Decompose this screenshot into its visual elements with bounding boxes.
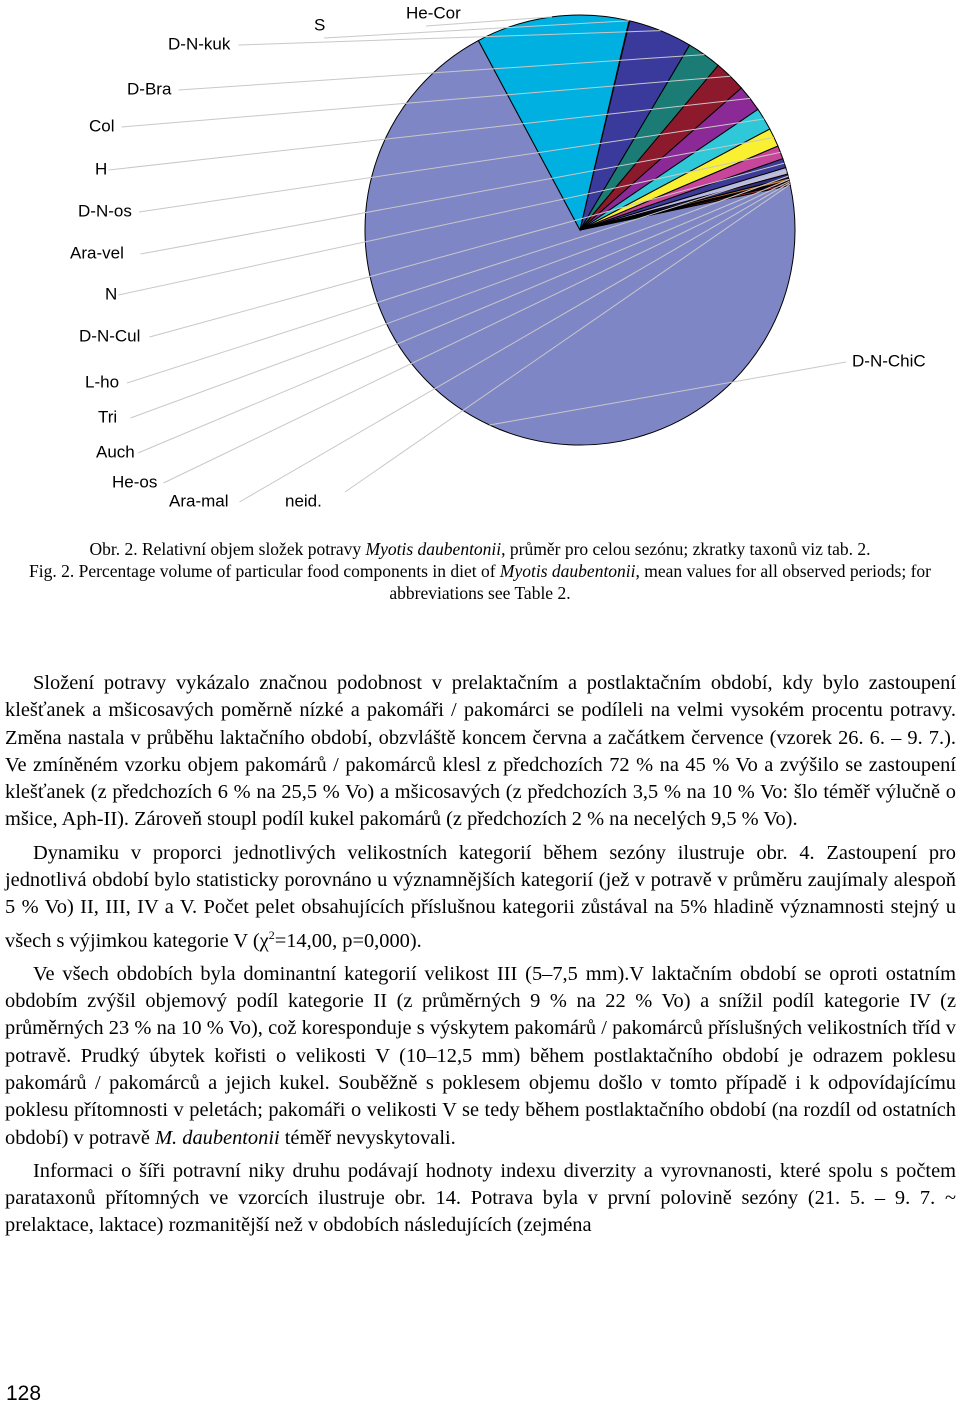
- paragraph-2: Dynamiku v proporci jednotlivých velikostních kategorií během sezóny ilustruje obr. 4. Zastoupení pro jednotlivá období bylo statisticky porovnáno u významnějších kategorií (jež v potravě v průměru zaujímaly alespoň 5 % Vo) II, III, IV a V. Počet pelet obsahujících příslušnou kategorii zůstával na 5% hladině významnosti stejný u všech s výjimkou kategorie V ($\chi^2=14,00$, p=0,000).: [5, 841, 956, 952]
- slice-label-s: S: [314, 15, 326, 35]
- paragraph-4: Informaci o šíři potravní niky druhu podávají hodnoty indexu diverzity a vyrovnanosti, které spolu s počtem parataxonů přítomných ve vzorcích ilustruje obr. 14. Potrava byla v první polovině sezóny (21. 5. – 9. 7. ~ prelaktace, laktace) rozmanitější než v obdobích následujících (zejména: [5, 1159, 956, 1237]
- pie-slices: [365, 15, 795, 445]
- figure-caption-cz: Obr. 2. Relativní objem složek potravy Myotis daubentonii, průměr pro celou sezónu; zkratky taxonů viz tab. 2.: [89, 539, 871, 559]
- body-text: [5, 670, 956, 1240]
- slice-label-n: N: [105, 284, 118, 304]
- slice-label-auch: Auch: [96, 442, 135, 462]
- slice-label-neid-: neid.: [285, 491, 322, 511]
- slice-label-h: H: [95, 159, 108, 179]
- slice-label-d-n-os: D-N-os: [78, 201, 132, 221]
- slice-label-col: Col: [89, 116, 115, 136]
- slice-label-tri: Tri: [98, 407, 118, 427]
- paragraph-1: Složení potravy vykázalo značnou podobnost v prelaktačním a postlaktačním období, kdy bylo zastoupení klešťanek a mšicosavých poměrně nízké a pakomáři / pakomárci se podíleli na velmi vysokém procentu potravy. Změna nastala v průběhu laktačního období, obzvláště koncem června a začátkem července (vzorek 26. 6. – 9. 7.). Ve zmíněném vzorku objem pakomárů / pakomárců klesl z předchozích 72 % na 45 % Vo a zvýšilo se zastoupení klešťanek (z předchozích 6 % na 25,5 % Vo) a mšicosavých (z předchozích 3,5 % na 10 % Vo: šlo téměř výlučně o mšice, Aph-II). Zároveň stoupl podíl kukel pakomárů (z předchozích 2 % na necelých 9,5 % Vo).: [5, 672, 956, 831]
- paragraph-3: Ve všech obdobích byla dominantní kategorií velikost III (5–7,5 mm).V laktačním období se oproti ostatním obdobím zvýšil objemový podíl kategorie II (z průměrných 9 % na 22 % Vo) a snížil podíl kategorie IV (z průměrných 23 % na 10 % Vo), což koresponduje s výskytem pakomárů / pakomárců příslušných velikostních tříd v potravě. Prudký úbytek kořisti o velikosti V (10–12,5 mm) během postlaktačního období je odrazem poklesu pakomárů / pakomárců a jejich kukel. Souběžně s poklesem objemu došlo v tomto případě i k odpovídajícímu poklesu přítomnosti v peletách; pakomáři o velikosti V se tedy během postlaktačního období (na rozdíl od ostatních období) v potravě M. daubentonii téměř nevyskytovali.: [5, 962, 956, 1149]
- slice-label-he-cor: He-Cor: [406, 3, 461, 23]
- slice-label-l-ho: L-ho: [85, 372, 120, 392]
- page-number: 128: [6, 1382, 42, 1405]
- figure-caption-en: Fig. 2. Percentage volume of particular food components in diet of Myotis daubentonii, mean values for all observed periods; for abbreviations see Table 2.: [29, 561, 931, 603]
- slice-label-he-os: He-os: [112, 472, 158, 492]
- slice-label-d-n-kuk: D-N-kuk: [168, 34, 231, 54]
- slice-label-d-n-cul: D-N-Cul: [79, 326, 141, 346]
- pie-chart: [0, 0, 960, 530]
- slice-label-ara-vel: Ara-vel: [70, 243, 124, 263]
- slice-label-d-bra: D-Bra: [127, 79, 172, 99]
- slice-label-ara-mal: Ara-mal: [169, 491, 229, 511]
- slice-label-d-n-chic: D-N-ChiC: [852, 351, 926, 371]
